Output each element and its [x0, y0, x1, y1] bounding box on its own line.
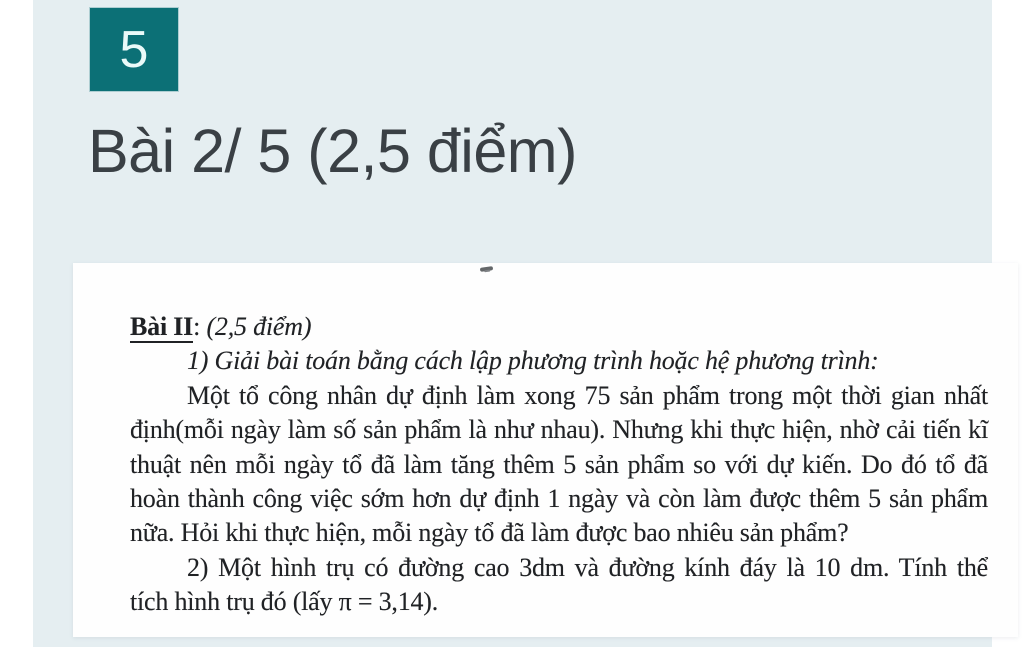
section-heading-line [130, 310, 988, 344]
scan-artifact-mark [480, 266, 493, 272]
problem-line: định(mỗi ngày làm số sản phẩm là như nhau). Nhưng khi thực hiện, nhờ cải tiến kĩ [130, 415, 988, 445]
document-text [130, 310, 988, 620]
section-separator: : [193, 312, 207, 341]
question-number-badge [90, 8, 178, 91]
scanned-document [73, 263, 1018, 637]
question-header-panel [33, 0, 992, 647]
problem-line: 1) Giải bài toán bằng cách lập phương trình hoặc hệ phương trình: [187, 346, 879, 376]
problem-line: hoàn thành công việc sớm hơn dự định 1 ngày và còn làm được thêm 5 sản phẩm [130, 484, 988, 514]
problem-line: thuật nên mỗi ngày tổ đã làm tăng thêm 5 sản phẩm so với dự kiến. Do đó tổ đã [130, 449, 988, 479]
section-label: Bài II [130, 312, 194, 341]
problem-line: Một tổ công nhân dự định làm xong 75 sản phẩm trong một thời gian nhất [187, 380, 988, 410]
badge-number: 5 [119, 20, 149, 79]
problem-line: 2) Một hình trụ có đường cao 3dm và đường kính đáy là 10 dm. Tính thể [187, 552, 988, 582]
problem-line: tích hình trụ đó (lấy π = 3,14). [130, 587, 439, 617]
problem-line: nữa. Hỏi khi thực hiện, mỗi ngày tổ đã làm được bao nhiêu sản phẩm? [130, 518, 849, 548]
page-title: Bài 2/ 5 (2,5 điểm) [88, 117, 577, 185]
section-points-note: (2,5 điểm) [206, 312, 312, 341]
